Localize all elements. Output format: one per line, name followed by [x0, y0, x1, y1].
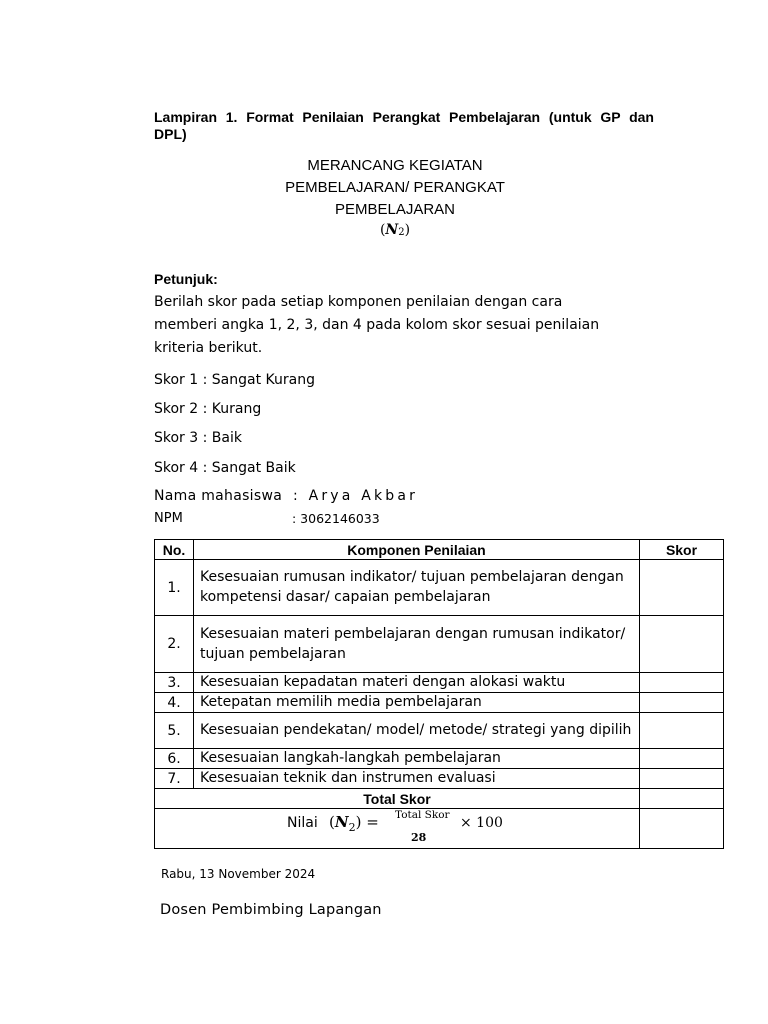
header-component: Komponen Penilaian	[194, 540, 640, 560]
assessment-table	[154, 539, 724, 849]
total-score-label: Total Skor	[155, 789, 640, 809]
table-header-row	[155, 540, 724, 560]
student-name-label: Nama mahasiswa	[154, 488, 283, 504]
header-score: Skor	[640, 540, 724, 560]
row-number: 6.	[155, 749, 194, 769]
formula-row	[155, 809, 724, 849]
row-number: 7.	[155, 769, 194, 789]
score-cell[interactable]	[640, 693, 724, 713]
score-cell[interactable]	[640, 560, 724, 616]
score-level-3: Skor 3 : Baik	[154, 430, 242, 446]
row-component: Kesesuaian materi pembelajaran dengan rumusan indikator/ tujuan pembelajaran	[194, 616, 640, 673]
row-number: 2.	[155, 616, 194, 673]
table-row	[155, 713, 724, 749]
table-row	[155, 749, 724, 769]
row-component: Kesesuaian pendekatan/ model/ metode/ strategi yang dipilih	[194, 713, 640, 749]
score-level-2: Skor 2 : Kurang	[154, 401, 262, 417]
score-cell[interactable]	[640, 713, 724, 749]
row-component: Kesesuaian teknik dan instrumen evaluasi	[194, 769, 640, 789]
table-row	[155, 769, 724, 789]
table-row	[155, 616, 724, 673]
form-title-line3: PEMBELAJARAN	[334, 201, 456, 218]
score-formula	[155, 809, 640, 849]
total-row	[155, 789, 724, 809]
table-row	[155, 560, 724, 616]
table-row	[155, 673, 724, 693]
formula-multiplier: × 100	[460, 815, 503, 831]
row-number: 1.	[155, 560, 194, 616]
npm-value: : 3062146033	[292, 511, 380, 526]
appendix-heading-line2: DPL)	[154, 126, 187, 142]
instructions-text: Berilah skor pada setiap komponen penilaian dengan cara memberi angka 1, 2, 3, dan 4 pada kolom skor sesuai penilaian kriteria berikut.	[154, 294, 600, 356]
instructions-label: Petunjuk:	[154, 271, 218, 287]
appendix-heading-line1: Lampiran 1. Format Penilaian Perangkat Pembelajaran (untuk GP dan	[154, 109, 654, 125]
score-level-1: Skor 1 : Sangat Kurang	[154, 372, 315, 388]
score-cell[interactable]	[640, 616, 724, 673]
header-no: No.	[155, 540, 194, 560]
score-cell[interactable]	[640, 749, 724, 769]
score-level-4: Skor 4 : Sangat Baik	[154, 460, 296, 476]
signature-title: Dosen Pembimbing Lapangan	[160, 902, 382, 918]
form-title-line2: PEMBELAJARAN/ PERANGKAT	[285, 179, 505, 196]
row-component: Ketepatan memilih media pembelajaran	[194, 693, 640, 713]
form-title-line1: MERANCANG KEGIATAN	[307, 157, 483, 174]
date-text: Rabu, 13 November 2024	[161, 867, 316, 881]
appendix-heading	[154, 109, 654, 143]
formula-variable: $(N_2)$ =	[329, 813, 379, 834]
total-score-cell[interactable]	[640, 789, 724, 809]
score-cell[interactable]	[640, 769, 724, 789]
row-component: Kesesuaian langkah-langkah pembelajaran	[194, 749, 640, 769]
npm-label: NPM	[154, 511, 183, 526]
score-cell[interactable]	[640, 673, 724, 693]
row-number: 3.	[155, 673, 194, 693]
form-title-symbol: $(N_2)$	[379, 222, 411, 238]
table-row	[155, 693, 724, 713]
row-number: 4.	[155, 693, 194, 713]
formula-prefix: Nilai	[287, 815, 318, 831]
row-number: 5.	[155, 713, 194, 749]
formula-denominator: 28	[411, 831, 427, 844]
student-name-value: : Arya Akbar	[293, 488, 419, 504]
row-component: Kesesuaian kepadatan materi dengan alokasi waktu	[194, 673, 640, 693]
formula-numerator: Total Skor	[395, 809, 450, 821]
final-score-cell[interactable]	[640, 809, 724, 849]
row-component: Kesesuaian rumusan indikator/ tujuan pembelajaran dengan kompetensi dasar/ capaian pembelajaran	[194, 560, 640, 616]
